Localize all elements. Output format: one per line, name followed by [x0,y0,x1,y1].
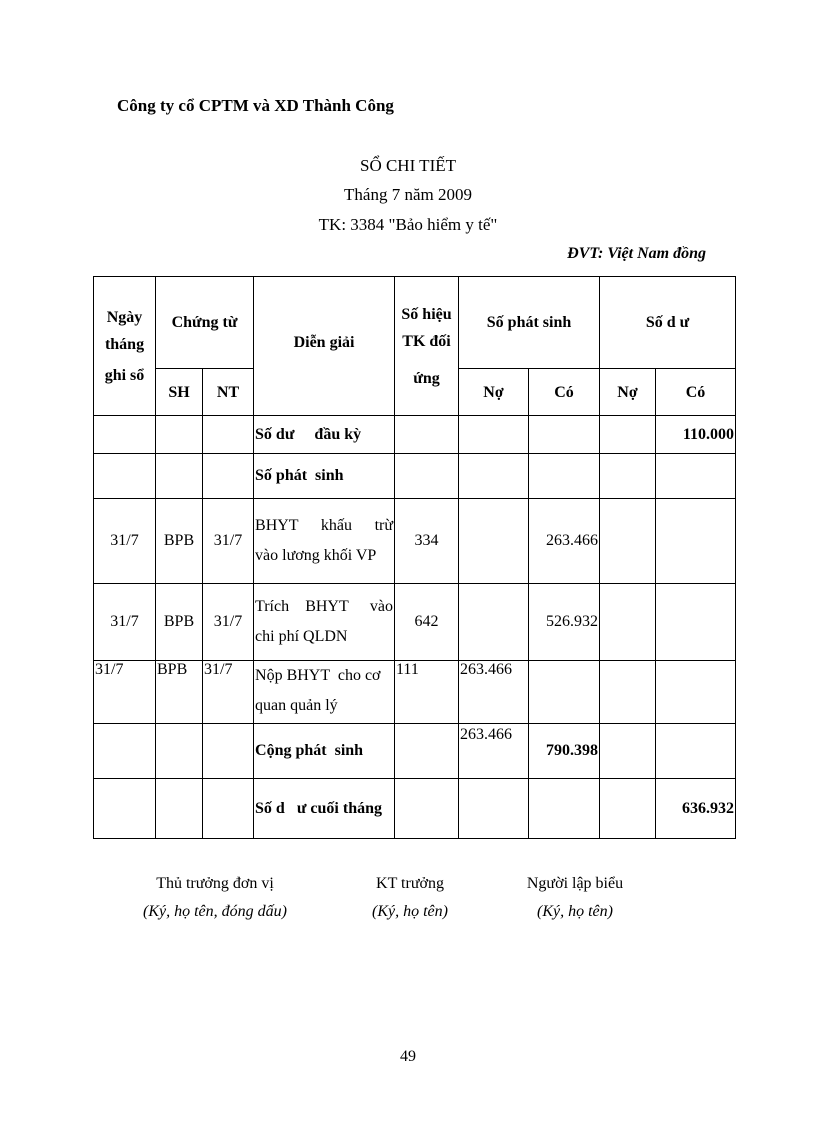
cell-debit [459,584,529,661]
cell-nt [203,779,254,839]
signature-note: (Ký, họ tên, đóng dấu) [143,903,287,920]
company-name: Công ty cổ CPTM và XD Thành Công [117,96,394,115]
cell-date [94,779,156,839]
cell-description: Trích BHYT vào chi phí QLDN [254,584,395,661]
cell-balance-credit [656,454,736,499]
cell-credit: 790.398 [529,724,600,779]
header-balance-debit: Nợ [600,369,656,416]
header-nt: NT [203,369,254,416]
cell-balance-debit [600,661,656,724]
page-number: 49 [400,1048,416,1065]
cell-description: Số d ư cuối tháng [254,779,395,839]
cell-debit [459,454,529,499]
cell-balance-debit [600,584,656,661]
cell-credit [529,779,600,839]
cell-debit: 263.466 [459,724,529,779]
table-row [94,499,736,584]
cell-nt [203,454,254,499]
header-account [395,277,459,416]
header-date [94,277,156,416]
header-voucher: Chứng từ [156,277,254,369]
cell-credit: 526.932 [529,584,600,661]
cell-sh [156,779,203,839]
table-row [94,584,736,661]
signature-note: (Ký, họ tên) [372,903,448,920]
signature-chief-accountant [345,870,475,926]
signature-role: KT trưởng [376,875,444,892]
cell-date: 31/7 [94,584,156,661]
cell-sh: BPB [156,584,203,661]
cell-debit [459,499,529,584]
cell-balance-credit [656,661,736,724]
cell-date [94,454,156,499]
header-date-line3: ghi sổ [104,366,145,384]
cell-credit [529,454,600,499]
cell-description: Số dư đầu kỳ [254,416,395,454]
cell-account: 111 [395,661,459,724]
cell-account [395,454,459,499]
header-debit: Nợ [459,369,529,416]
cell-account [395,416,459,454]
cell-description: Số phát sinh [254,454,395,499]
cell-balance-credit [656,724,736,779]
cell-description: BHYT khấu trừ vào lương khối VP [254,499,395,584]
cell-balance-debit [600,454,656,499]
header-arising: Số phát sinh [459,277,600,369]
cell-balance-debit [600,416,656,454]
cell-description: Cộng phát sinh [254,724,395,779]
cell-sh: BPB [156,499,203,584]
cell-balance-credit [656,584,736,661]
cell-nt [203,416,254,454]
cell-balance-debit [600,724,656,779]
cell-account: 334 [395,499,459,584]
cell-balance-credit: 110.000 [656,416,736,454]
cell-credit [529,416,600,454]
cell-balance-debit [600,499,656,584]
ledger-table [93,276,736,839]
period: Tháng 7 năm 2009 [344,185,472,204]
table-row [94,416,736,454]
header-sh: SH [156,369,203,416]
cell-nt: 31/7 [203,499,254,584]
header-account-line3: ứng [413,369,440,387]
cell-debit [459,779,529,839]
document-title: SỔ CHI TIẾT [359,156,456,175]
cell-nt: 31/7 [203,661,254,724]
header-balance: Số d ư [600,277,736,369]
header-account-line1: Số hiệu [401,305,452,323]
table-row [94,661,736,724]
cell-sh [156,416,203,454]
currency-unit: ĐVT: Việt Nam đồng [567,245,706,262]
cell-sh [156,454,203,499]
signature-role: Người lập biểu [526,875,624,892]
cell-date [94,724,156,779]
cell-nt [203,724,254,779]
cell-debit: 263.466 [459,661,529,724]
header-row-top [94,277,736,369]
account-title: TK: 3384 "Bảo hiểm y tế" [318,215,498,234]
header-date-line2: tháng [104,335,145,353]
cell-nt: 31/7 [203,584,254,661]
cell-credit [529,661,600,724]
cell-account [395,779,459,839]
cell-account [395,724,459,779]
cell-balance-debit [600,779,656,839]
signature-preparer [510,870,640,926]
cell-debit [459,416,529,454]
table-row [94,724,736,779]
cell-date: 31/7 [94,499,156,584]
header-balance-credit: Có [656,369,736,416]
cell-balance-credit: 636.932 [656,779,736,839]
header-account-line2: TK đối [402,332,451,350]
signature-note: (Ký, họ tên) [537,903,613,920]
cell-credit: 263.466 [529,499,600,584]
table-row [94,779,736,839]
header-credit: Có [529,369,600,416]
cell-date [94,416,156,454]
header-description: Diễn giải [254,277,395,416]
cell-date: 31/7 [94,661,156,724]
header-date-line1: Ngày [106,308,143,326]
cell-account: 642 [395,584,459,661]
signature-head [120,870,310,926]
table-row [94,454,736,499]
cell-balance-credit [656,499,736,584]
cell-sh: BPB [156,661,203,724]
cell-description: Nộp BHYT cho cơ quan quản lý [254,661,395,724]
cell-sh [156,724,203,779]
signature-role: Thủ trưởng đơn vị [156,875,274,892]
